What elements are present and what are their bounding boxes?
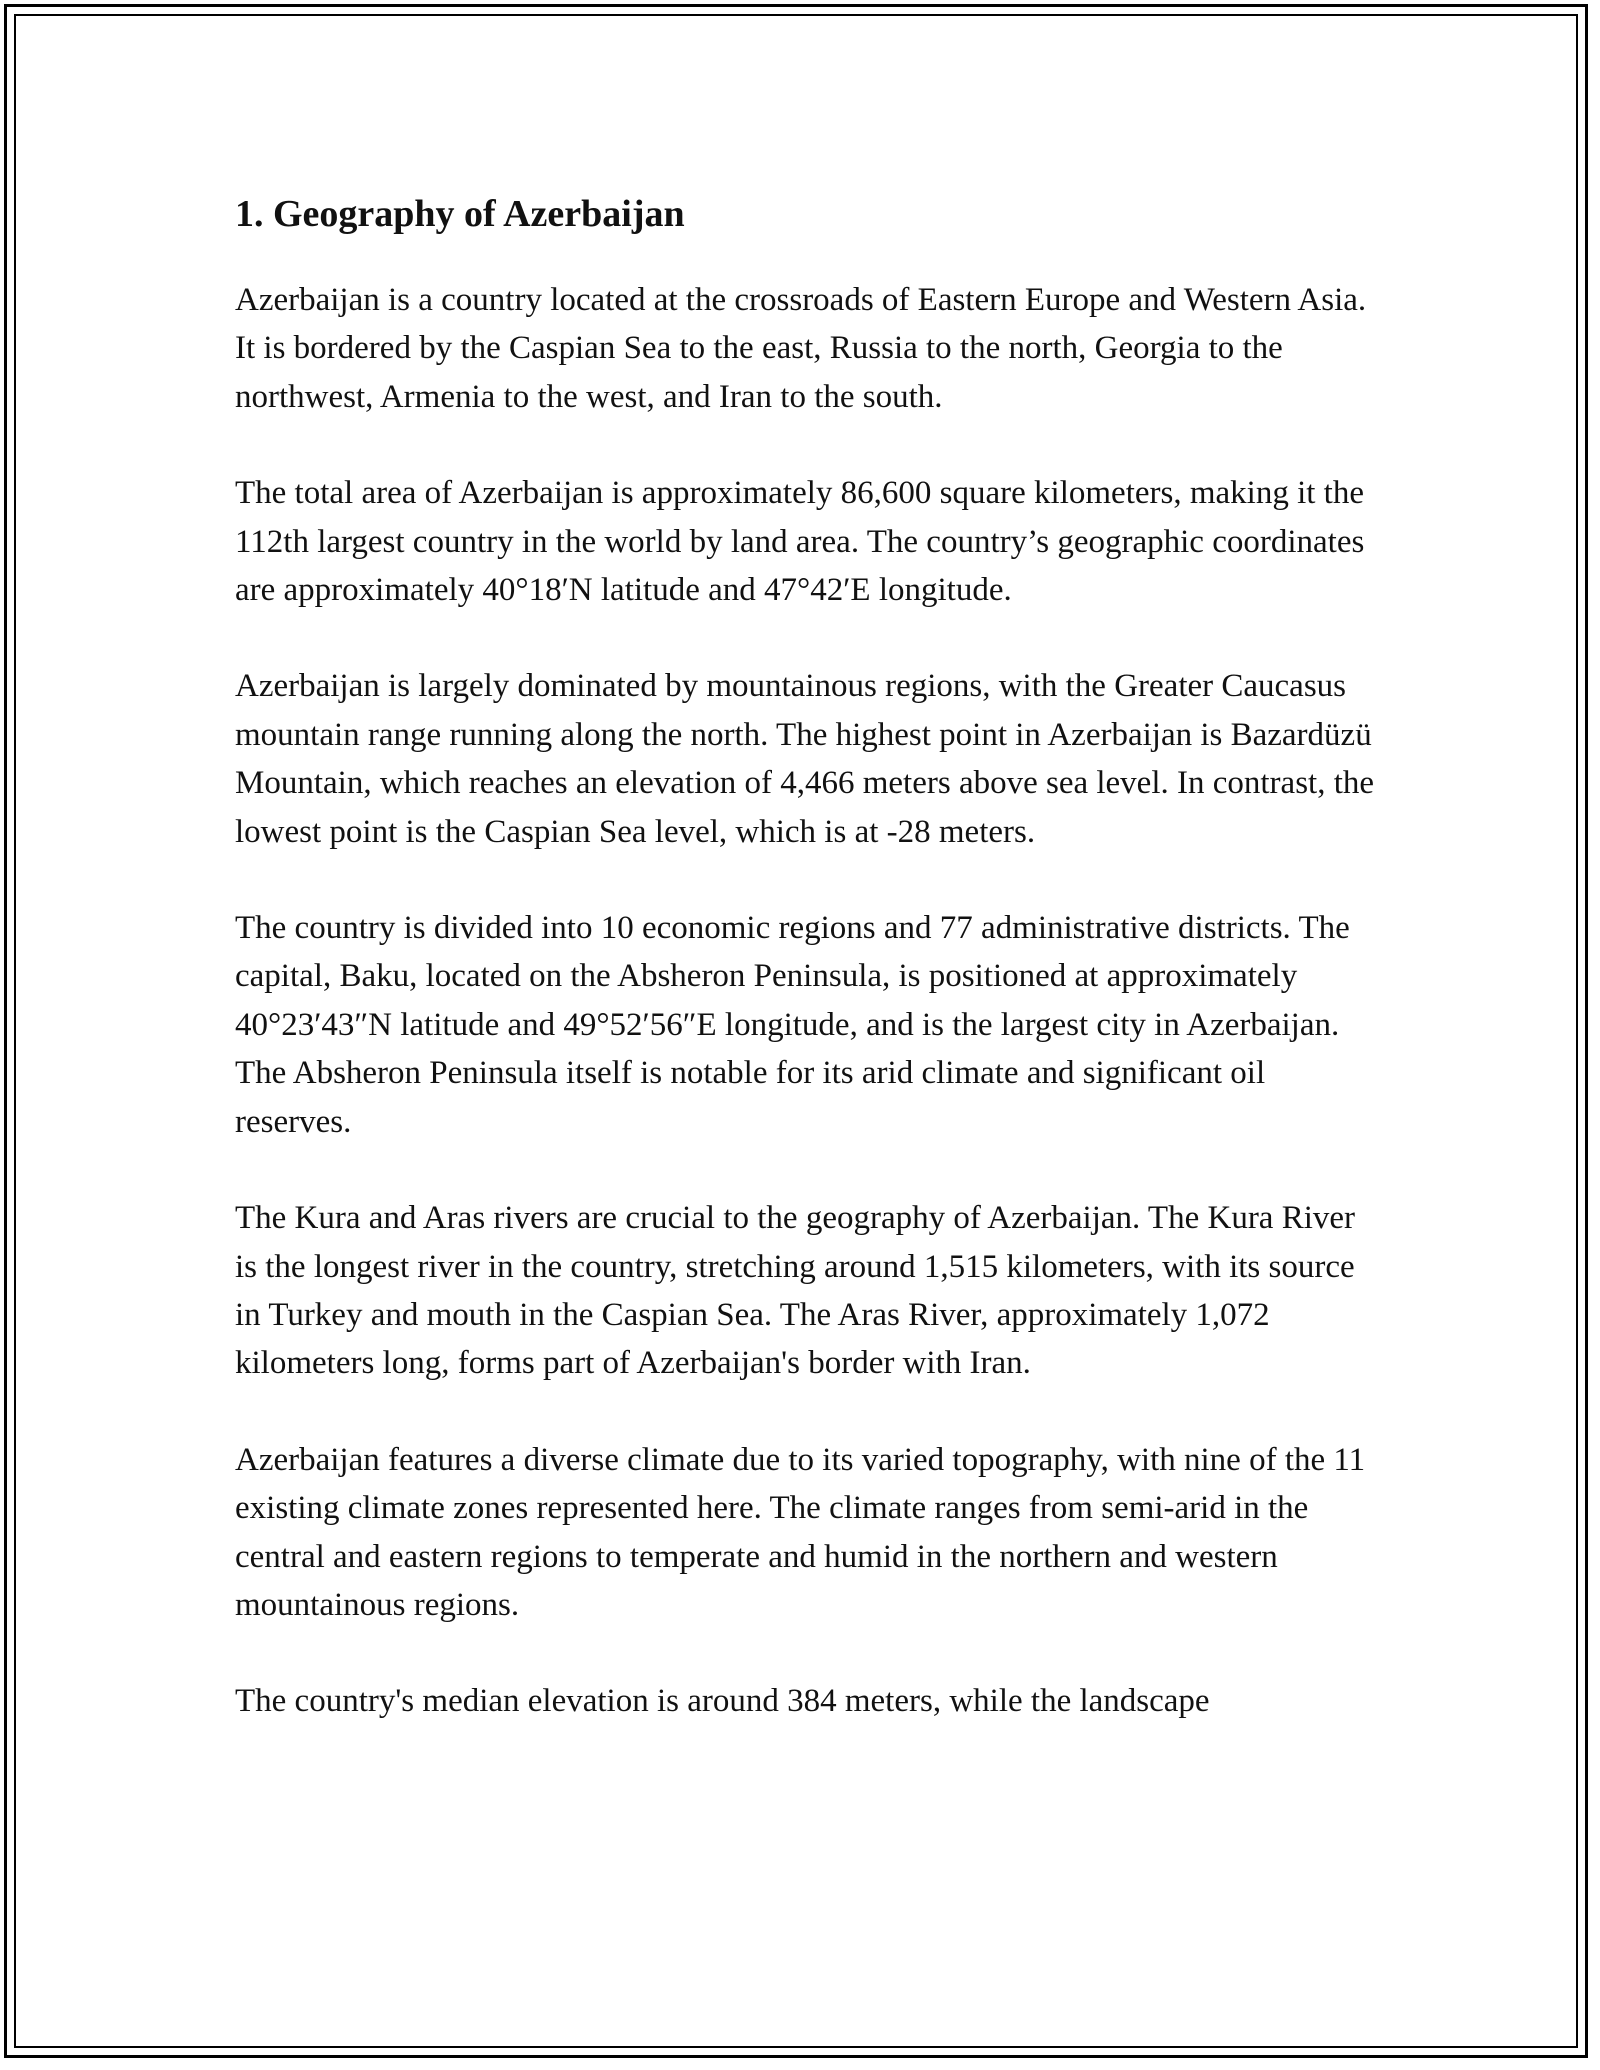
- paragraph-borders: Azerbaijan is a country located at the crossroads of Eastern Europe and Western Asia. It is bordered by the Caspian Sea to the east, Russia to the north, Georgia to the northwest, Armenia to the west, and Iran to the south.: [235, 282, 1367, 415]
- paragraph-area: The total area of Azerbaijan is approximately 86,600 square kilometers, making it the 112th largest country in the world by land area. The country’s geographic coordinates are approximately 40°18′N latitude and 47°42′E longitude.: [235, 475, 1365, 609]
- document-body: [235, 180, 1375, 1774]
- paragraph-climate: Azerbaijan features a diverse climate due to its varied topography, with nine of the 11 existing climate zones represented here. The climate ranges from semi-arid in the central and eastern regions to temperate and humid in the northern and western mountainous regions.: [235, 1441, 1366, 1623]
- section-title: 1. Geography of Azerbaijan: [235, 193, 685, 235]
- paragraph-regions: The country is divided into 10 economic regions and 77 administrative districts. The capital, Baku, located on the Absheron Peninsula, is positioned at approximately 40°23′43″N latitude and 49°52′56″E longitude, and is the largest city in Azerbaijan. The Absheron Peninsula itself is notable for its arid climate and significant oil reserves.: [235, 910, 1350, 1140]
- paragraph-elevation: The country's median elevation is around 384 meters, while the landscape: [235, 1683, 1210, 1720]
- paragraph-mountains: Azerbaijan is largely dominated by mountainous regions, with the Greater Caucasus mountain range running along the north. The highest point in Azerbaijan is Bazardüzü Mountain, which reaches an elevation of 4,466 meters above sea level. In contrast, the lowest point is the Caspian Sea level, which is at -28 meters.: [235, 668, 1375, 850]
- paragraph-rivers: The Kura and Aras rivers are crucial to the geography of Azerbaijan. The Kura River is the longest river in the country, stretching around 1,515 kilometers, with its source in Turkey and mouth in the Caspian Sea. The Aras River, approximately 1,072 kilometers long, forms part of Azerbaijan's border with Iran.: [235, 1200, 1356, 1382]
